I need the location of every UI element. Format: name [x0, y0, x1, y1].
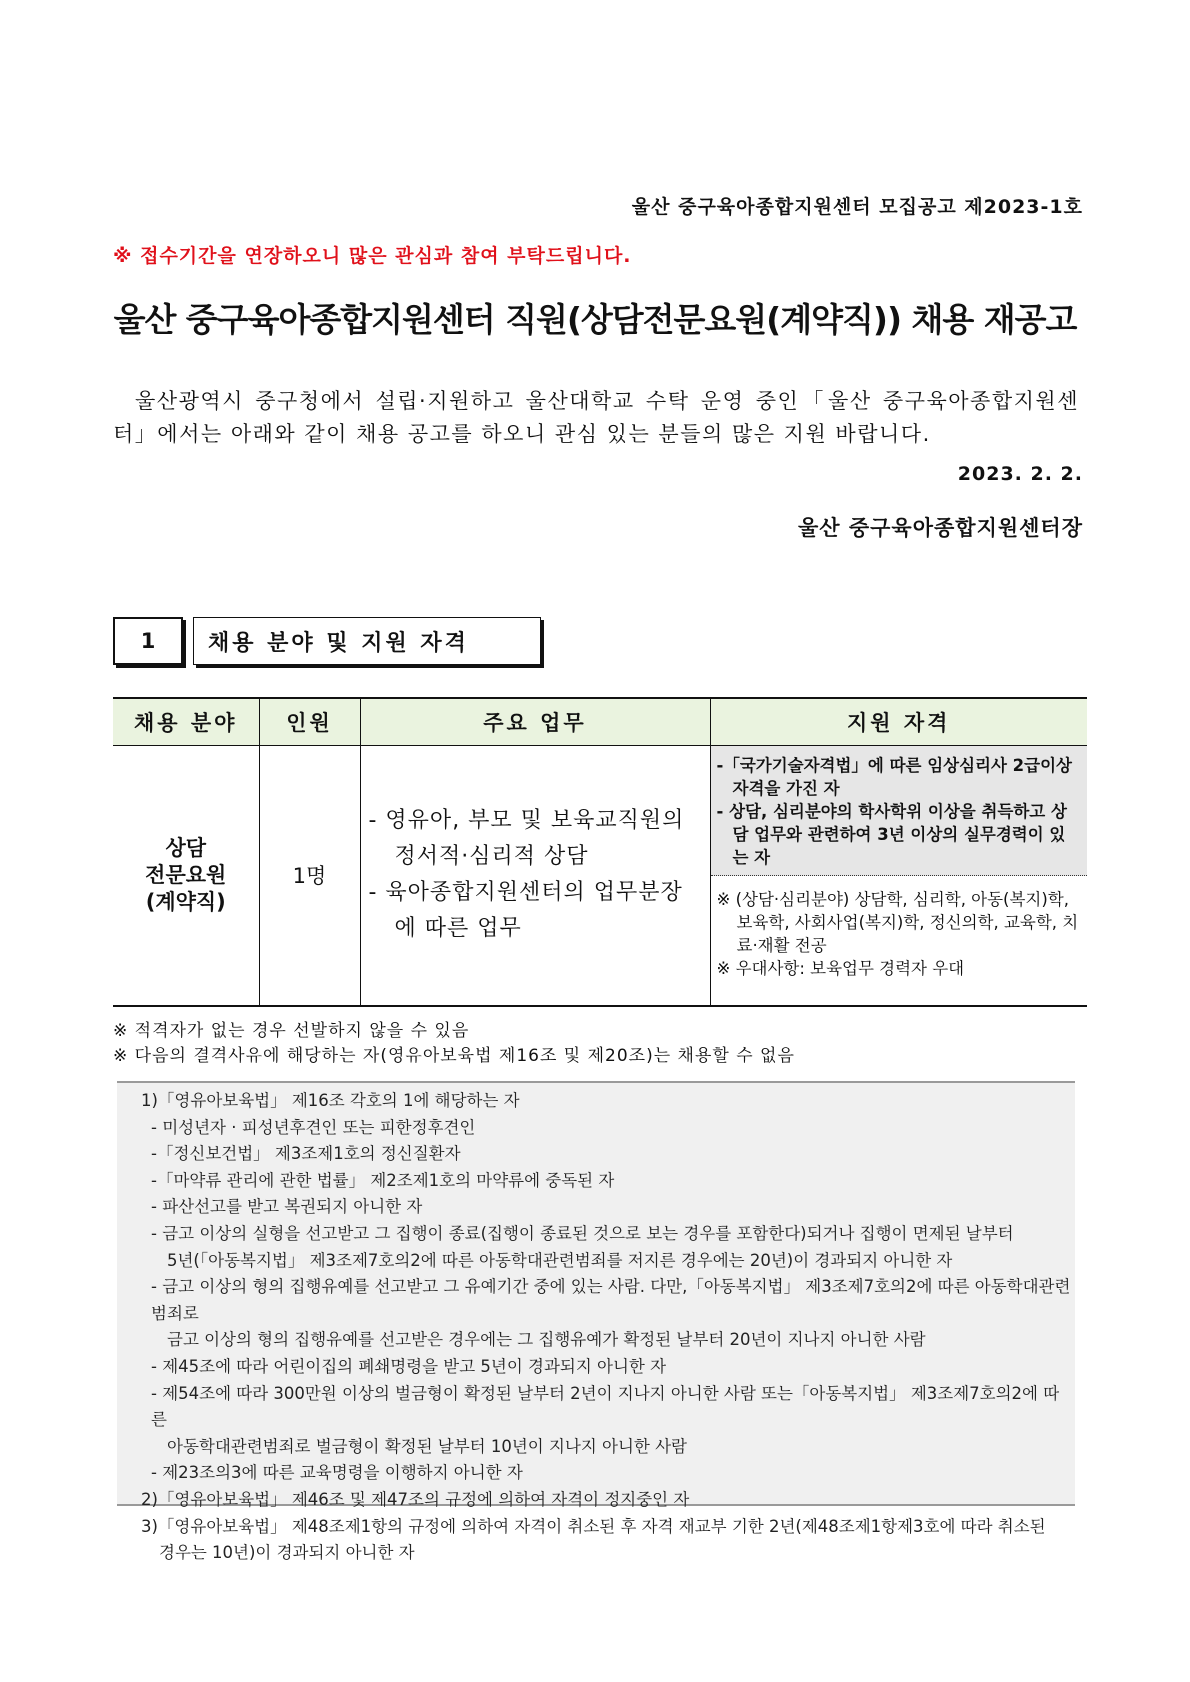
header-qualifications: 지원 자격 — [710, 698, 1087, 746]
signature: 울산 중구육아종합지원센터장 — [797, 516, 1083, 540]
disqualification-line: - 제45조에 따라 어린이집의 폐쇄명령을 받고 5년이 경과되지 아니한 자 — [151, 1356, 667, 1376]
note-item: ※ 적격자가 없는 경우 선발하지 않을 수 있음 — [113, 1021, 470, 1041]
notice-date: 2023. 2. 2. — [957, 463, 1083, 485]
notice-number: 울산 중구육아종합지원센터 모집공고 제2023-1호 — [631, 196, 1083, 218]
duties-cell — [360, 746, 710, 1006]
section-number: 1 — [113, 617, 183, 665]
disqualification-line: - 파산선고를 받고 복권되지 아니한 자 — [151, 1197, 423, 1217]
duty-item: - 영유아, 부모 및 보육교직원의 정서적·심리적 상담 — [368, 808, 685, 870]
table-row — [113, 746, 1087, 1006]
disqualification-line: - 제23조의3에 따른 교육명령을 이행하지 아니한 자 — [151, 1463, 523, 1483]
field-cell — [113, 746, 259, 1006]
disqualification-line: 3)「영유아보육법」 제48조제1항의 규정에 의하여 자격이 취소된 후 자격 재교부 기한 2년(제48조제1항제3호에 따라 취소된 — [141, 1516, 1046, 1536]
disqualification-line: -「정신보건법」 제3조제1호의 정신질환자 — [151, 1144, 461, 1164]
field-line: 상담 — [165, 835, 207, 860]
intro-paragraph: 울산광역시 중구청에서 설립·지원하고 울산대학교 수탁 운영 중인「울산 중구육아종합지원센터」에서는 아래와 같이 채용 공고를 하오니 관심 있는 분들의 많은 지원 바랍니다. — [113, 389, 1079, 446]
disqualification-line: -「마약류 관리에 관한 법률」 제2조제1호의 마약류에 중독된 자 — [151, 1170, 615, 1190]
notes — [113, 1019, 795, 1069]
disqualification-line: - 미성년자 · 피성년후견인 또는 피한정후견인 — [151, 1117, 476, 1137]
note-item: ※ 다음의 결격사유에 해당하는 자(영유아보육법 제16조 및 제20조)는 채용할 수 없음 — [113, 1046, 795, 1066]
section-title: 채용 분야 및 지원 자격 — [193, 617, 541, 665]
disqualification-line: 경우는 10년)이 경과되지 아니한 자 — [159, 1543, 415, 1563]
disqualification-line: 아동학대관련범죄로 벌금형이 확정된 날부터 10년이 지나지 아니한 사람 — [167, 1436, 687, 1456]
page-title: 울산 중구육아종합지원센터 직원(상담전문요원(계약직)) 채용 재공고 — [113, 300, 1077, 339]
disqualification-line: 2)「영유아보육법」 제46조 및 제47조의 규정에 의하여 자격이 정지중인 자 — [141, 1489, 690, 1509]
recruitment-table — [113, 697, 1087, 1007]
field-line: 전문요원 — [145, 862, 227, 887]
disqualification-line: 금고 이상의 형의 집행유예를 선고받은 경우에는 그 집행유예가 확정된 날부터 20년이 지나지 아니한 사람 — [167, 1330, 926, 1350]
disqualification-line: - 금고 이상의 형의 집행유예를 선고받고 그 유예기간 중에 있는 사람. 다만,「아동복지법」 제3조제7호의2에 따른 아동학대관련범죄로 — [151, 1277, 1071, 1323]
header-duties: 주요 업무 — [360, 698, 710, 746]
qualifications-cell — [710, 746, 1087, 1006]
qualification-note: ※ 우대사항: 보육업무 경력자 우대 — [716, 959, 965, 978]
qualification-notes — [711, 876, 1088, 988]
header-field: 채용 분야 — [113, 698, 259, 746]
disqualification-line: 1)「영유아보육법」 제16조 각호의 1에 해당하는 자 — [141, 1091, 520, 1110]
qualification-requirements — [711, 746, 1088, 876]
count-cell: 1명 — [259, 746, 360, 1006]
disqualification-line: - 제54조에 따라 300만원 이상의 벌금형이 확정된 날부터 2년이 지나지 아니한 사람 또는「아동복지법」 제3조제7호의2에 따른 — [151, 1383, 1060, 1430]
disqualification-line: - 금고 이상의 실형을 선고받고 그 집행이 종료(집행이 종료된 것으로 보는 경우를 포함한다)되거나 집행이 면제된 날부터 — [151, 1223, 1014, 1243]
disqualification-line: 5년(「아동복지법」 제3조제7호의2에 따른 아동학대관련범죄를 저지른 경우에는 20년)이 경과되지 아니한 자 — [167, 1250, 953, 1270]
field-line: (계약직) — [145, 889, 226, 914]
table-header-row — [113, 698, 1087, 746]
duty-item: - 육아종합지원센터의 업무분장에 따른 업무 — [368, 880, 683, 942]
header-count: 인원 — [259, 698, 360, 746]
qualification-item: - 상담, 심리분야의 학사학위 이상을 취득하고 상담 업무와 관련하여 3년 이상의 실무경력이 있는 자 — [716, 802, 1067, 867]
extension-notice: ※ 접수기간을 연장하오니 많은 관심과 참여 부탁드립니다. — [113, 245, 632, 267]
qualification-item: -「국가기술자격법」에 따른 임상심리사 2급이상 자격을 가진 자 — [716, 756, 1072, 798]
disqualification-box — [117, 1081, 1075, 1563]
qualification-note: ※ (상담·심리분야) 상담학, 심리학, 아동(복지)학, 보육학, 사회사업(복지)학, 정신의학, 교육학, 치료·재활 전공 — [716, 890, 1079, 955]
